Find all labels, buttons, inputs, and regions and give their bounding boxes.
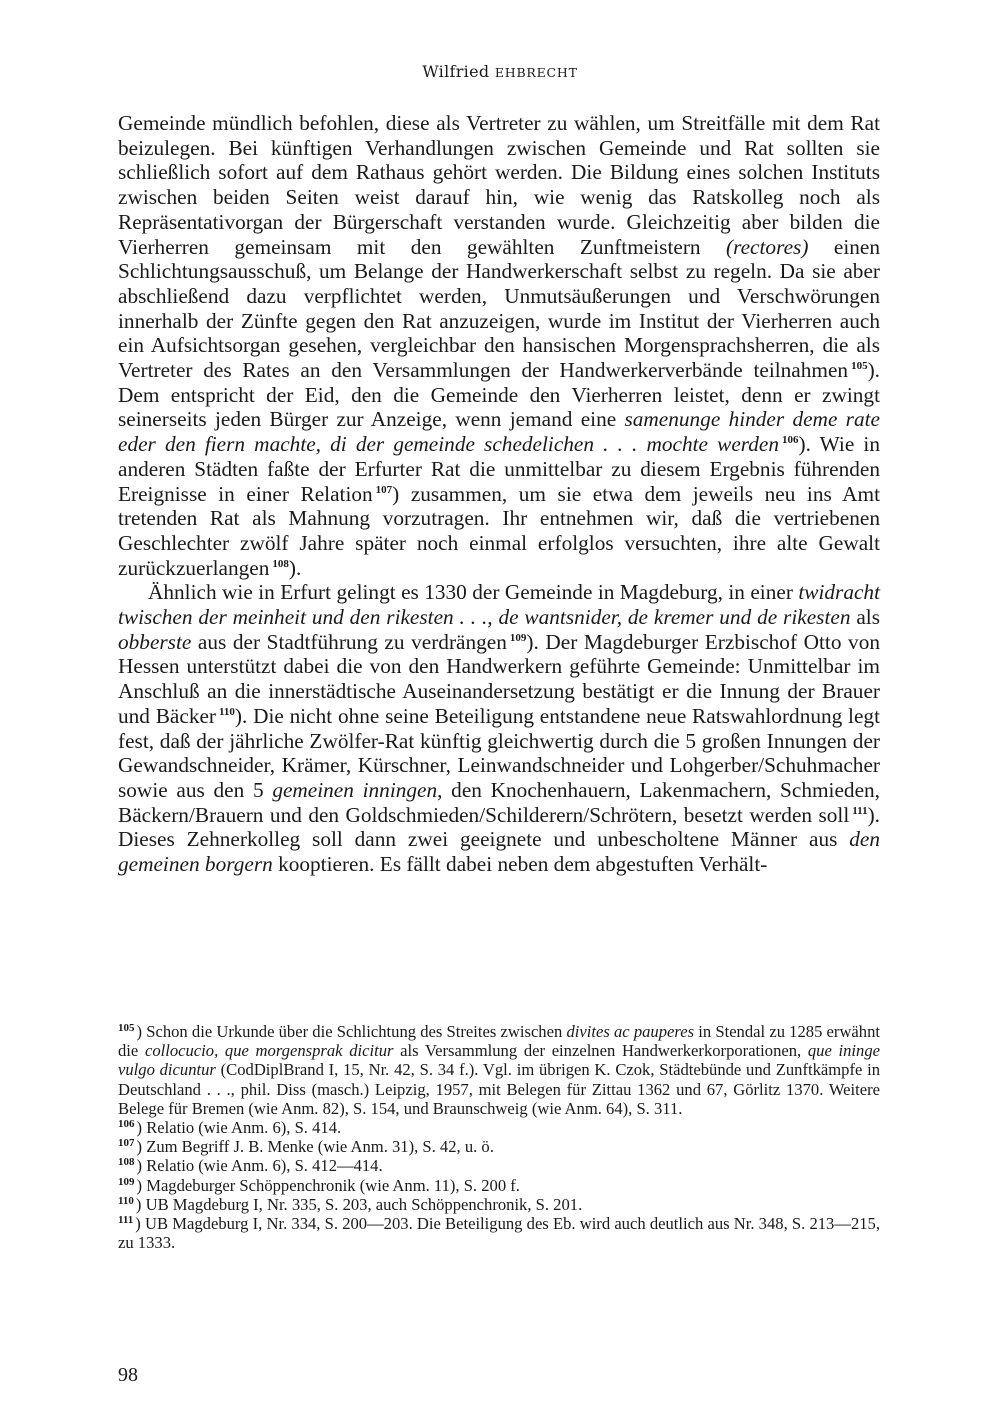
- footnote-number-paren: ): [136, 1175, 147, 1195]
- footnote-number: 109: [118, 1175, 135, 1188]
- footnote-number-paren: ): [136, 1156, 147, 1176]
- footnote-number: 108: [118, 1156, 135, 1169]
- footnote-number: 106: [118, 1118, 135, 1131]
- italic-text: divites ac pauperes: [566, 1022, 695, 1041]
- footnote-reference: 106: [782, 434, 799, 447]
- text-run: als: [850, 605, 880, 630]
- text-run: Magdeburger Schöppenchronik (wie Anm. 11), S. 200 f.: [146, 1175, 520, 1195]
- text-run: als Versammlung der einzelnen Handwerkerkorporationen,: [393, 1041, 808, 1061]
- footnote: [118, 1176, 880, 1195]
- italic-text: samenunge hinder deme rate eder den fiern machte, di der gemeinde schedelichen . . . mochte werden: [118, 407, 880, 457]
- footnote-reference: 105: [851, 360, 868, 373]
- footnote-number-paren: ): [136, 1118, 147, 1138]
- text-run: ). Dem entspricht der Eid, den die Gemeinde den Vierherren leistet, denn er zwingt seinerseits jeden Bürger zur Anzeige, wenn jemand eine: [118, 358, 880, 432]
- footnote: [118, 1022, 880, 1118]
- italic-text: obberste: [118, 629, 192, 654]
- footnote: [118, 1214, 880, 1252]
- text-run: UB Magdeburg I, Nr. 334, S. 200—203. Die Beteiligung des Eb. wird auch deutlich aus Nr. 348, S. 213—215, zu 1333.: [118, 1214, 880, 1253]
- footnote: [118, 1118, 880, 1137]
- text-run: ). Der Magdeburger Erzbischof Otto von Hessen unterstützt dabei die von den Handwerkern geführte Gemeinde: Unmittelbar im Anschluß an die innerstädtische Auseinandersetzung bestätigt er die Innung der Brauer und Bäcker: [118, 629, 880, 728]
- footnote-number: 105: [118, 1022, 135, 1034]
- footnote-reference: 110: [219, 705, 235, 718]
- text-run: Gemeinde mündlich befohlen, diese als Vertreter zu wählen, um Streitfälle mit dem Rat beizulegen. Bei künftigen Verhandlungen zwischen Gemeinde und Rat sollten sie schließlich sofort auf dem Rathaus gehört werden. Die Bildung eines solchen Instituts zwischen beiden Seiten weist darauf hin, wie wenig das Ratskolleg noch als Repräsentativorgan der Bürgerschaft verstanden wurde. Gleichzeitig aber bilden die Vierherren gemeinsam mit den gewählten Zunftmeistern: [118, 111, 880, 259]
- page-number: 98: [118, 1364, 138, 1386]
- footnote-number: 111: [118, 1214, 134, 1227]
- text-run: Schon die Urkunde über die Schlichtung des Streites zwischen: [146, 1022, 567, 1041]
- footnote-reference: 109: [509, 631, 527, 644]
- footnote-number: 110: [118, 1194, 134, 1207]
- footnote-number-paren: ): [136, 1137, 147, 1157]
- running-header: [0, 62, 1000, 81]
- footnote-reference: 108: [272, 557, 289, 570]
- text-run: ). Dieses Zehnerkolleg soll dann zwei geeignete und unbescholtene Männer aus: [118, 802, 880, 852]
- text-run: in Stendal zu 1285 erwähnt die: [118, 1022, 881, 1061]
- footnote-reference: 111: [852, 804, 868, 817]
- italic-text: collocucio, que morgensprak dicitur: [144, 1041, 394, 1061]
- italic-text: gemeinen inningen: [272, 777, 438, 802]
- footnote-number-paren: ): [136, 1022, 147, 1041]
- header-author-first: Wilfried: [422, 62, 490, 81]
- text-run: ).: [288, 555, 302, 580]
- text-run: ). Wie in anderen Städten faßte der Erfurter Rat die unmittelbar zu diesem Ergebnis führenden Ereignisse in einer Relation: [118, 432, 880, 506]
- footnotes: [118, 1022, 880, 1252]
- text-run: UB Magdeburg I, Nr. 335, S. 203, auch Schöppenchronik, S. 201.: [145, 1194, 583, 1214]
- text-run: einen Schlichtungsausschuß, um Belange der Handwerkerschaft selbst zu regeln. Da sie aber abschließend dazu verpflichtet werden, Unmutsäußerungen und Verschwörungen innerhalb der Zünfte gegen den Rat anzuzeigen, wurde im Institut der Vierherren auch ein Aufsichtsorgan gesehen, vergleichbar den hansischen Morgensprachsherren, die als Vertreter des Rates an den Versammlungen der Handwerkerverbände teilnahmen: [118, 234, 880, 383]
- text-run: (CodDiplBrand I, 15, Nr. 42, S. 34 f.). Vgl. im übrigen K. Czok, Städtebünde und Zunftkämpfe in Deutschland . . ., phil. Diss (masch.) Leipzig, 1957, mit Belegen für Zittau 1362 und 67, Görlitz 1370. Weitere Belege für Bremen (wie Anm. 82), S. 154, und Braunschweig (wie Anm. 64), S. 311.: [118, 1060, 881, 1118]
- footnote-number-paren: ): [135, 1214, 146, 1234]
- paragraph: [118, 111, 880, 580]
- text-run: ). Die nicht ohne seine Beteiligung entstandene neue Ratswahlordnung legt fest, daß der jährliche Zwölfer-Rat künftig gleichwertig durch die 5 großen Innungen der Gewandschneider, Krämer, Kürschner, Leinwandschneider und Lohgerber/Schuhmacher sowie aus den 5: [118, 703, 880, 802]
- italic-text: que ininge vulgo dicuntur: [118, 1041, 880, 1080]
- text-run: Relatio (wie Anm. 6), S. 412—414.: [146, 1156, 383, 1176]
- footnote-reference: 107: [375, 483, 393, 496]
- text-run: Relatio (wie Anm. 6), S. 414.: [146, 1118, 342, 1138]
- footnote: [118, 1156, 880, 1175]
- footnote: [118, 1137, 880, 1156]
- italic-text: twidracht twischen der meinheit und den rikesten . . ., de wantsnider, de kremer und de rikesten: [118, 580, 880, 630]
- text-run: ) zusammen, um sie etwa dem jeweils neu ins Amt tretenden Rat als Mahnung vorzutragen. Ihr entnehmen wir, daß die vertriebenen Geschlechter zwölf Jahre später noch einmal erfolglos versuchten, ihre alte Gewalt zurückzuerlangen: [118, 481, 880, 580]
- text-run: kooptieren. Es fällt dabei neben dem abgestuften Verhält-: [272, 852, 768, 877]
- text-run: Ähnlich wie in Erfurt gelingt es 1330 der Gemeinde in Magdeburg, in einer: [148, 580, 799, 605]
- text-run: Zum Begriff J. B. Menke (wie Anm. 31), S. 42, u. ö.: [146, 1137, 494, 1157]
- footnote-number-paren: ): [135, 1194, 146, 1214]
- footnote: [118, 1195, 880, 1214]
- main-text: [118, 111, 880, 877]
- italic-text: den gemeinen borgern: [118, 827, 880, 877]
- header-author-last: EHBRECHT: [494, 65, 578, 80]
- italic-text: (rectores): [726, 234, 809, 259]
- text-run: , den Knochenhauern, Lakenmachern, Schmieden, Bäckern/Brauern und den Goldschmieden/Schilderern/Schrötern, besetzt werden soll: [118, 777, 881, 827]
- footnote-number: 107: [118, 1137, 135, 1150]
- text-run: aus der Stadtführung zu verdrängen: [191, 629, 507, 654]
- paragraph: [118, 580, 880, 876]
